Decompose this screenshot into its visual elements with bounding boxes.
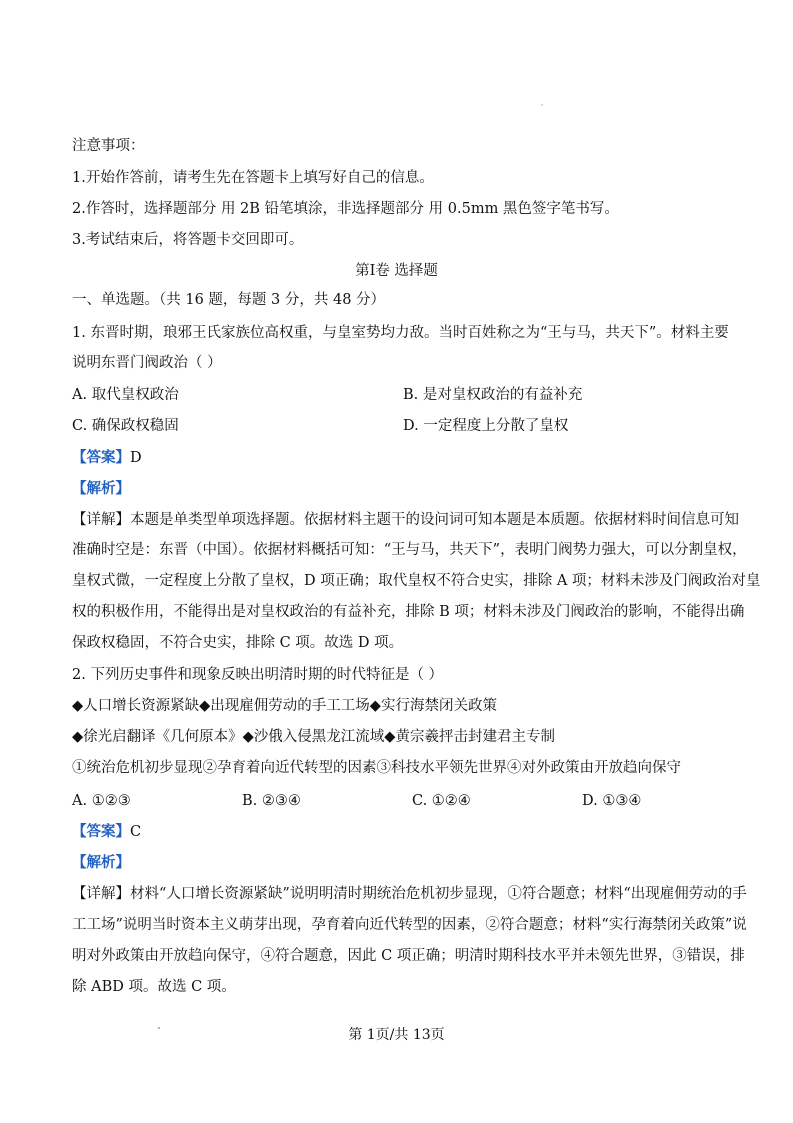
notice-item-2: 2.作答时，选择题部分 用 2B 铅笔填涂，非选择题部分 用 0.5mm 黑色签字笔书写。 xyxy=(72,201,619,217)
q2-answer: C xyxy=(130,824,142,840)
q1-detail-line-1 xyxy=(72,510,752,530)
q1-detail-line-5: 保政权稳固，不符合史实，排除 C 项。故选 D 项。 xyxy=(72,635,404,651)
q2-detail-line-3: 明对外政策由开放趋向保守，④符合题意，因此 C 项正确；明清时期科技水平并未领先世界，③错误，排 xyxy=(72,948,745,964)
q2-option-c: C. ①②④ xyxy=(412,793,471,809)
q1-analysis-tag: 【解析】 xyxy=(72,480,130,497)
q2-detail-text-1: 材料“人口增长资源紧缺”说明明清时期统治危机初步显现，①符合题意；材料“出现雇佣劳动的手 xyxy=(130,886,747,902)
q2-option-a: A. ①②③ xyxy=(72,793,131,809)
notice-item-1: 1.开始作答前，请考生先在答题卡上填写好自己的信息。 xyxy=(72,170,434,186)
q1-detail-line-3: 皇权式微，一定程度上分散了皇权，D 项正确；取代皇权不符合史实，排除 A 项；材料未涉及门阀政治对皇 xyxy=(72,573,761,589)
q2-option-d: D. ①③④ xyxy=(582,793,642,809)
section-title: 第Ⅰ卷 选择题 xyxy=(355,263,438,279)
q2-analysis-tag: 【解析】 xyxy=(72,854,130,871)
q1-analysis-row xyxy=(72,479,752,499)
q1-option-d: D. 一定程度上分散了皇权 xyxy=(403,418,569,434)
q2-stem-line-4: ①统治危机初步显现②孕育着向近代转型的因素③科技水平领先世界④对外政策由开放趋向保守 xyxy=(72,760,681,776)
q2-detail-line-1 xyxy=(72,884,752,904)
q1-option-c: C. 确保政权稳固 xyxy=(72,418,179,434)
q2-detail-line-2: 工工场”说明当时资本主义萌芽出现，孕育着向近代转型的因素，②符合题意；材料“实行海禁闭关政策”说 xyxy=(72,917,747,933)
q1-detail-tag: 【详解】 xyxy=(72,512,130,528)
scan-speck xyxy=(541,104,543,106)
q2-detail-tag: 【详解】 xyxy=(72,886,130,902)
q1-answer: D xyxy=(130,450,142,466)
q1-detail-line-4: 权的积极作用，不能得出是对皇权政治的有益补充，排除 B 项；材料未涉及门阀政治的影响，不能得出确 xyxy=(72,604,745,620)
q1-stem-line-2: 说明东晋门阀政治（ ） xyxy=(72,355,222,371)
q1-detail-text-1: 本题是单类型单项选择题。依据材料主题干的设问词可知本题是本质题。依据材料时间信息可知 xyxy=(130,512,739,528)
q2-answer-tag: 【答案】 xyxy=(72,823,130,840)
q1-answer-row xyxy=(72,448,752,468)
q1-option-b: B. 是对皇权政治的有益补充 xyxy=(403,387,583,403)
q2-stem-line-3: ◆徐光启翻译《几何原本》◆沙俄入侵黑龙江流域◆黄宗羲抨击封建君主专制 xyxy=(72,729,555,745)
notice-title: 注意事项： xyxy=(72,138,145,154)
q2-option-b: B. ②③④ xyxy=(242,793,301,809)
q2-stem-line-1: 2. 下列历史事件和现象反映出明清时期的时代特征是（ ） xyxy=(72,667,444,683)
q1-option-a: A. 取代皇权政治 xyxy=(72,387,179,403)
section-subtitle: 一、单选题。（共 16 题，每题 3 分，共 48 分） xyxy=(72,292,386,308)
q1-answer-tag: 【答案】 xyxy=(72,449,130,466)
q2-stem-line-2: ◆人口增长资源紧缺◆出现雇佣劳动的手工工场◆实行海禁闭关政策 xyxy=(72,698,497,714)
page-number: 第 1页/共 13页 xyxy=(348,1027,445,1043)
q2-analysis-row xyxy=(72,853,752,873)
notice-item-3: 3.考试结束后，将答题卡交回即可。 xyxy=(72,232,304,248)
q1-detail-line-2: 准确时空是：东晋（中国）。依据材料概括可知：“王与马，共天下”，表明门阀势力强大，可以分割皇权， xyxy=(72,542,747,558)
q2-answer-row xyxy=(72,822,752,842)
q2-detail-line-4: 除 ABD 项。故选 C 项。 xyxy=(72,979,236,995)
q1-stem-line-1: 1. 东晋时期，琅邪王氏家族位高权重，与皇室势均力敌。当时百姓称之为“王与马，共天下”。材料主要 xyxy=(72,325,729,341)
